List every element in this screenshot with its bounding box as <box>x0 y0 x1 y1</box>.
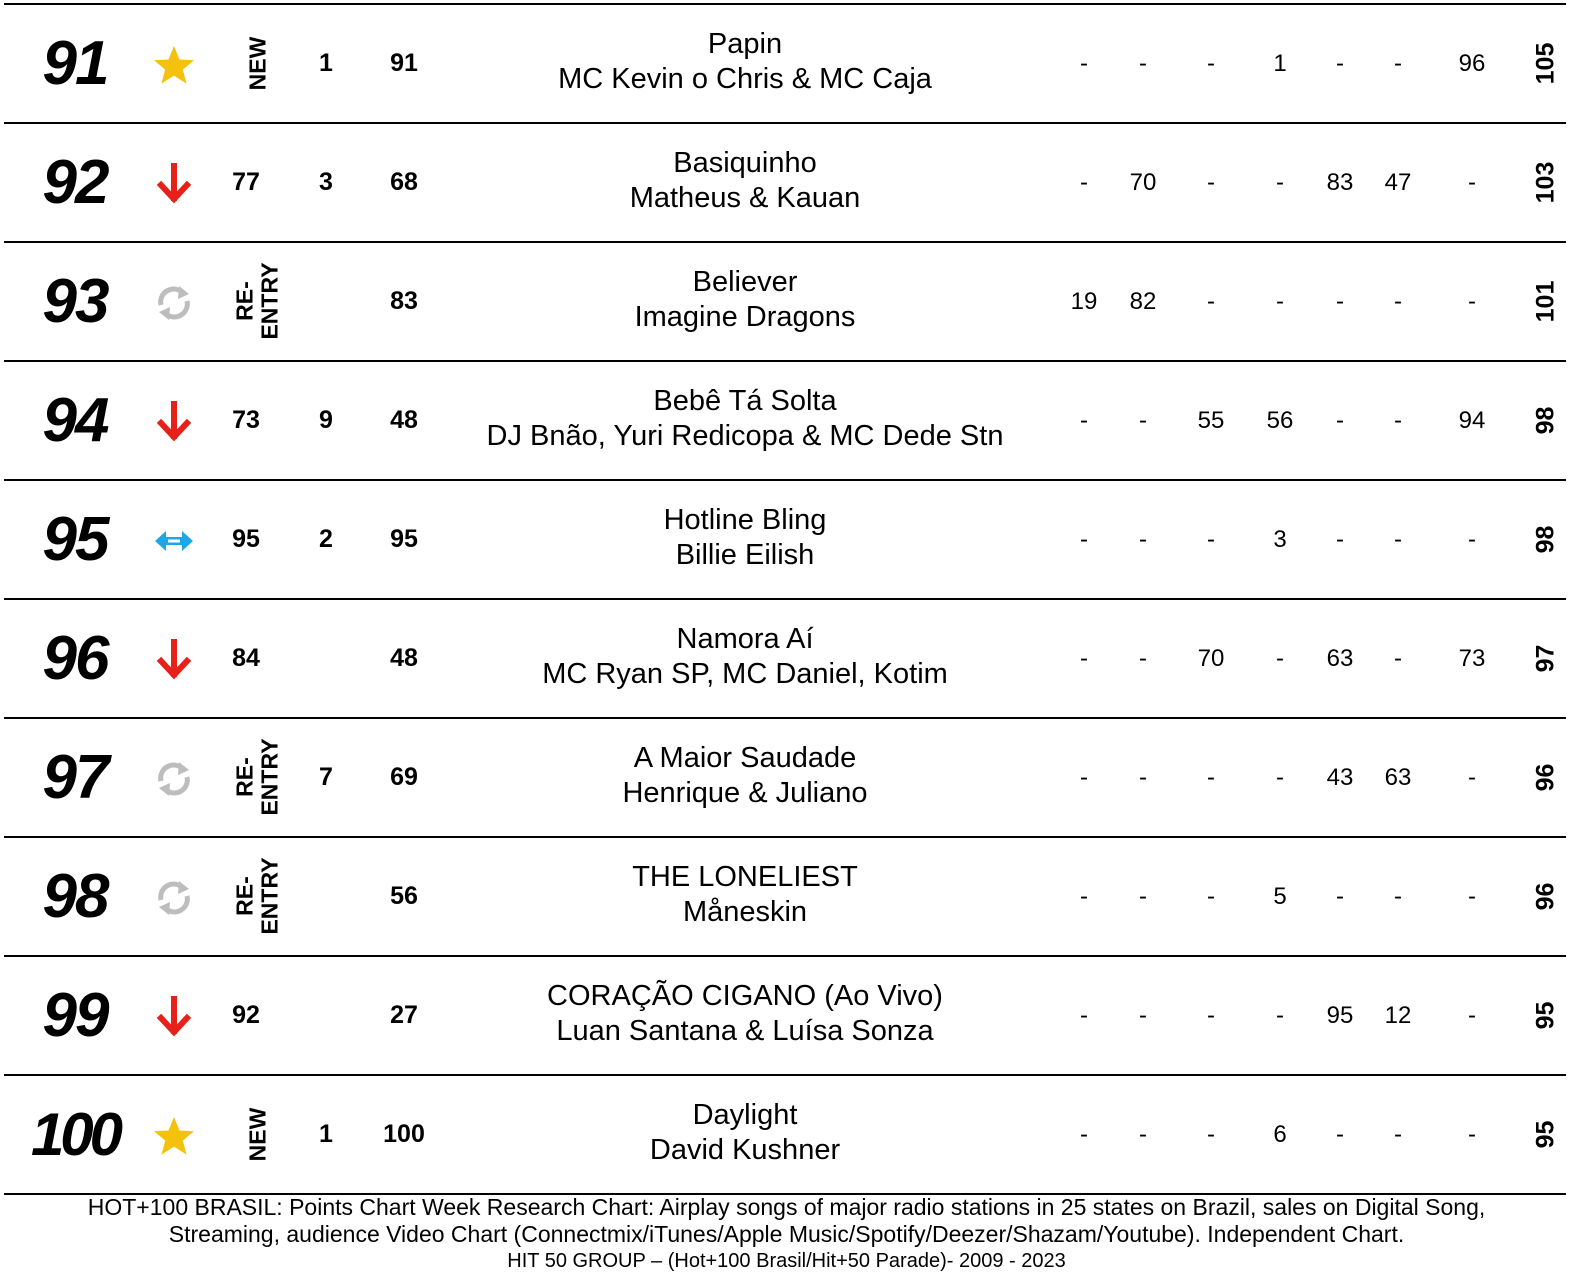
source-rank: - <box>1207 1002 1215 1029</box>
weeks-on-chart: 1 <box>319 49 333 77</box>
no-change-icon <box>152 519 196 563</box>
source-rank: - <box>1394 407 1402 434</box>
source-rank: 70 <box>1129 169 1157 196</box>
song-artist: David Kushner <box>649 1134 841 1166</box>
source-rank: 73 <box>1458 645 1486 672</box>
footer <box>0 1194 1573 1274</box>
source-rank: 56 <box>1266 407 1294 434</box>
peak-position: 100 <box>383 1120 425 1148</box>
source-rank: - <box>1139 1002 1147 1029</box>
song-info <box>464 265 1026 335</box>
song-title: Basiquinho <box>673 147 817 179</box>
song-artist: MC Kevin o Chris & MC Caja <box>558 63 932 95</box>
table-row <box>4 481 1566 600</box>
song-title: Believer <box>692 266 798 298</box>
points-value: 96 <box>1531 882 1560 911</box>
weeks-on-chart: 7 <box>319 763 333 791</box>
source-rank: - <box>1080 50 1088 77</box>
source-rank: 83 <box>1326 169 1354 196</box>
last-week-position: 73 <box>232 406 260 434</box>
song-artist: Luan Santana & Luísa Sonza <box>556 1015 934 1047</box>
source-rank: - <box>1468 883 1476 910</box>
status-tag <box>230 251 286 351</box>
source-rank: - <box>1080 1002 1088 1029</box>
source-rank: 19 <box>1070 288 1098 315</box>
star-icon <box>152 1114 196 1158</box>
down-arrow-icon <box>152 995 196 1039</box>
source-rank: 43 <box>1326 764 1354 791</box>
rank-number: 99 <box>42 981 108 1050</box>
points-total <box>1516 243 1573 360</box>
source-rank: 1 <box>1273 50 1287 77</box>
source-rank: - <box>1468 1002 1476 1029</box>
status-tag <box>230 727 286 827</box>
chart-table <box>4 3 1566 1195</box>
table-row <box>4 362 1566 481</box>
source-rank: - <box>1394 50 1402 77</box>
source-rank: 96 <box>1458 50 1486 77</box>
weeks-on-chart: 9 <box>319 406 333 434</box>
source-rank: 63 <box>1326 645 1354 672</box>
points-value: 101 <box>1531 280 1560 323</box>
rank-number: 94 <box>42 386 108 455</box>
song-info <box>464 503 1026 573</box>
source-rank: - <box>1394 883 1402 910</box>
source-rank: - <box>1207 526 1215 553</box>
source-rank: - <box>1336 50 1344 77</box>
points-value: 96 <box>1531 763 1560 792</box>
song-title: Daylight <box>692 1099 798 1131</box>
last-week-position: 92 <box>232 1001 260 1029</box>
points-value: 97 <box>1531 644 1560 673</box>
rank-number: 91 <box>42 29 108 98</box>
song-info <box>464 860 1026 930</box>
reentry-icon <box>152 281 196 325</box>
star-icon <box>152 43 196 87</box>
source-rank: - <box>1394 1121 1402 1148</box>
source-rank: - <box>1336 526 1344 553</box>
source-rank: - <box>1468 526 1476 553</box>
song-info <box>464 384 1026 454</box>
source-rank: - <box>1276 1002 1284 1029</box>
peak-position: 56 <box>390 882 418 910</box>
source-rank: - <box>1276 169 1284 196</box>
source-rank: - <box>1336 407 1344 434</box>
points-total <box>1516 124 1573 241</box>
song-artist: Billie Eilish <box>675 539 815 571</box>
source-rank: 12 <box>1384 1002 1412 1029</box>
points-total <box>1516 957 1573 1074</box>
table-row <box>4 124 1566 243</box>
rank-number: 100 <box>30 1101 120 1168</box>
source-rank: - <box>1394 526 1402 553</box>
source-rank: - <box>1139 1121 1147 1148</box>
source-rank: - <box>1336 883 1344 910</box>
peak-position: 48 <box>390 644 418 672</box>
points-value: 105 <box>1531 42 1560 85</box>
points-value: 103 <box>1531 161 1560 204</box>
down-arrow-icon <box>152 638 196 682</box>
reentry-icon <box>152 757 196 801</box>
table-row <box>4 5 1566 124</box>
song-artist: Imagine Dragons <box>634 301 856 333</box>
song-info <box>464 1098 1026 1168</box>
song-info <box>464 146 1026 216</box>
points-value: 98 <box>1531 525 1560 554</box>
source-rank: - <box>1139 645 1147 672</box>
status-tag <box>230 13 286 113</box>
peak-position: 95 <box>390 525 418 553</box>
peak-position: 48 <box>390 406 418 434</box>
peak-position: 68 <box>390 168 418 196</box>
source-rank: - <box>1080 526 1088 553</box>
status-tag <box>230 1084 286 1184</box>
points-total <box>1516 600 1573 717</box>
points-total <box>1516 481 1573 598</box>
song-info <box>464 741 1026 811</box>
source-rank: - <box>1139 764 1147 791</box>
source-rank: - <box>1207 1121 1215 1148</box>
footer-line-3: HIT 50 GROUP – (Hot+100 Brasil/Hit+50 Parade)- 2009 - 2023 <box>507 1250 1066 1272</box>
points-total <box>1516 1076 1573 1193</box>
source-rank: - <box>1276 764 1284 791</box>
source-rank: 70 <box>1197 645 1225 672</box>
song-info <box>464 979 1026 1049</box>
down-arrow-icon <box>152 162 196 206</box>
song-title: Papin <box>707 28 783 60</box>
song-info <box>464 622 1026 692</box>
rank-number: 96 <box>42 624 108 693</box>
source-rank: 94 <box>1458 407 1486 434</box>
source-rank: 63 <box>1384 764 1412 791</box>
peak-position: 91 <box>390 49 418 77</box>
source-rank: - <box>1080 645 1088 672</box>
source-rank: - <box>1080 169 1088 196</box>
last-week-position: 95 <box>232 525 260 553</box>
status-tag-label: RE- ENTRY <box>232 262 284 340</box>
source-rank: - <box>1080 1121 1088 1148</box>
source-rank: - <box>1080 764 1088 791</box>
rank-number: 98 <box>42 862 108 931</box>
rank-number: 97 <box>42 743 108 812</box>
source-rank: - <box>1207 50 1215 77</box>
status-tag-label: RE- ENTRY <box>232 738 284 816</box>
status-tag-label: NEW <box>244 36 271 90</box>
weeks-on-chart: 2 <box>319 525 333 553</box>
source-rank: - <box>1207 288 1215 315</box>
down-arrow-icon <box>152 400 196 444</box>
song-artist: Henrique & Juliano <box>622 777 868 809</box>
points-total <box>1516 719 1573 836</box>
table-row <box>4 719 1566 838</box>
song-artist: Matheus & Kauan <box>629 182 861 214</box>
rank-number: 93 <box>42 267 108 336</box>
song-artist: Måneskin <box>682 896 808 928</box>
source-rank: - <box>1336 288 1344 315</box>
table-row <box>4 838 1566 957</box>
source-rank: 82 <box>1129 288 1157 315</box>
song-title: A Maior Saudade <box>633 742 857 774</box>
points-total <box>1516 838 1573 955</box>
song-title: CORAÇÃO CIGANO (Ao Vivo) <box>547 980 943 1012</box>
table-row <box>4 243 1566 362</box>
song-title: THE LONELIEST <box>632 861 858 893</box>
points-value: 98 <box>1531 406 1560 435</box>
source-rank: - <box>1080 407 1088 434</box>
source-rank: - <box>1276 288 1284 315</box>
last-week-position: 84 <box>232 644 260 672</box>
source-rank: - <box>1207 883 1215 910</box>
reentry-icon <box>152 876 196 920</box>
source-rank: - <box>1139 407 1147 434</box>
source-rank: - <box>1468 288 1476 315</box>
source-rank: - <box>1468 169 1476 196</box>
source-rank: - <box>1139 883 1147 910</box>
peak-position: 83 <box>390 287 418 315</box>
last-week-position: 77 <box>232 168 260 196</box>
source-rank: - <box>1468 764 1476 791</box>
source-rank: 5 <box>1273 883 1287 910</box>
source-rank: 47 <box>1384 169 1412 196</box>
table-row <box>4 957 1566 1076</box>
song-title: Hotline Bling <box>663 504 827 536</box>
source-rank: - <box>1394 645 1402 672</box>
source-rank: 3 <box>1273 526 1287 553</box>
song-artist: MC Ryan SP, MC Daniel, Kotim <box>542 658 948 690</box>
footer-line-1: HOT+100 BRASIL: Points Chart Week Research Chart: Airplay songs of major radio stations in 25 states on Brazil, sales on Digital Song, <box>87 1194 1486 1220</box>
source-rank: - <box>1139 526 1147 553</box>
peak-position: 27 <box>390 1001 418 1029</box>
footer-line-2: Streaming, audience Video Chart (Connectmix/iTunes/Apple Music/Spotify/Deezer/Shazam/Youtube). Independent Chart. <box>168 1221 1405 1247</box>
weeks-on-chart: 1 <box>319 1120 333 1148</box>
song-info <box>464 27 1026 97</box>
status-tag-label: NEW <box>244 1107 271 1161</box>
rank-number: 95 <box>42 505 108 574</box>
source-rank: - <box>1394 288 1402 315</box>
source-rank: - <box>1468 1121 1476 1148</box>
song-artist: DJ Bnão, Yuri Redicopa & MC Dede Stn <box>486 420 1004 452</box>
points-total <box>1516 362 1573 479</box>
source-rank: - <box>1207 169 1215 196</box>
source-rank: 55 <box>1197 407 1225 434</box>
points-value: 95 <box>1531 1001 1560 1030</box>
source-rank: - <box>1080 883 1088 910</box>
song-title: Bebê Tá Solta <box>653 385 837 417</box>
source-rank: - <box>1207 764 1215 791</box>
source-rank: 95 <box>1326 1002 1354 1029</box>
weeks-on-chart: 3 <box>319 168 333 196</box>
table-row <box>4 600 1566 719</box>
status-tag <box>230 846 286 946</box>
source-rank: 6 <box>1273 1121 1287 1148</box>
source-rank: - <box>1139 50 1147 77</box>
status-tag-label: RE- ENTRY <box>232 857 284 935</box>
points-total <box>1516 5 1573 122</box>
table-row <box>4 1076 1566 1195</box>
source-rank: - <box>1276 645 1284 672</box>
song-title: Namora Aí <box>676 623 814 655</box>
peak-position: 69 <box>390 763 418 791</box>
source-rank: - <box>1336 1121 1344 1148</box>
rank-number: 92 <box>42 148 108 217</box>
points-value: 95 <box>1531 1120 1560 1149</box>
